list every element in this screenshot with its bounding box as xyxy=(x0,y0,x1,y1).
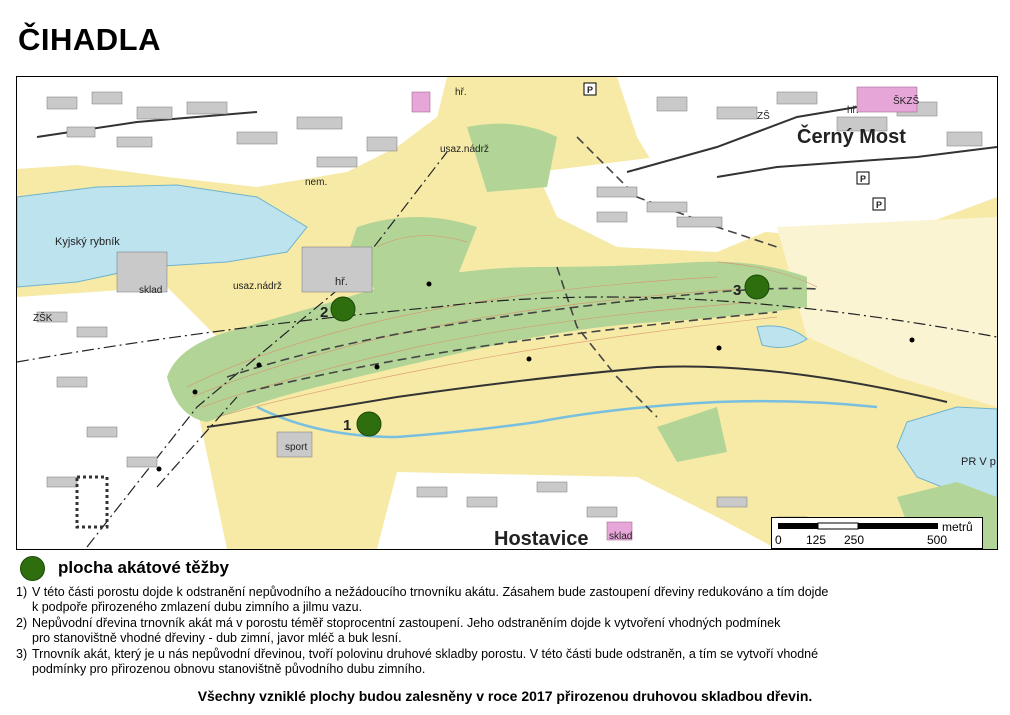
label-skzs: ŠKZŠ xyxy=(893,96,920,107)
label-hr-3: hř. xyxy=(847,105,859,116)
note-item xyxy=(16,616,976,645)
label-zs: ZŠ xyxy=(757,111,770,122)
label-nem: nem. xyxy=(305,177,328,188)
label-usaz-nadrz-1: usaz.nádrž xyxy=(440,144,489,155)
label-usaz-nadrz-2: usaz.nádrž xyxy=(233,281,282,292)
label-hr-2: hř. xyxy=(335,276,348,288)
note-text: Nepůvodní dřevina trnovník akát má v porostu téměř stoprocentní zastoupení. Jeho odstraněním dojde k vytvoření vhodných podmínek pro stanovištně vhodné dřeviny - dub zimní, javor mléč a buk lesní. xyxy=(32,616,781,645)
scale-unit: metrů xyxy=(942,520,973,534)
svg-text:P: P xyxy=(876,200,883,210)
label-pr-v-p: PR V p xyxy=(961,456,996,468)
scale-bar xyxy=(771,517,983,549)
scale-tick-0: 0 xyxy=(775,533,782,547)
note-item xyxy=(16,647,976,676)
note-number: 3) xyxy=(16,647,28,661)
label-hostavice: Hostavice xyxy=(494,528,589,549)
legend-label: plocha akátové těžby xyxy=(58,558,230,577)
svg-text:P: P xyxy=(860,174,867,184)
scale-tick-250: 250 xyxy=(844,533,865,547)
label-sklad-2: sklad xyxy=(609,531,633,542)
label-kyjsky-rybnik: Kyjský rybník xyxy=(55,236,120,248)
site-number-2: 2 xyxy=(320,304,329,321)
parking-icon xyxy=(584,83,596,95)
note-text: Trnovník akát, který je u nás nepůvodní dřevinou, tvoří polovinu druhové skladby porostu. V této části bude odstraněn, a tím se vytvoří vhodné podmínky pro přirozenou obnovu stanovištně původního dubu zimního. xyxy=(32,647,819,676)
map-canvas[interactable] xyxy=(17,77,997,549)
footer-statement: Všechny vzniklé plochy budou zalesněny v roce 2017 přirozenou druhovou skladbou dřevin. xyxy=(197,688,813,704)
parking-icon xyxy=(857,172,869,184)
scale-tick-500: 500 xyxy=(927,533,948,547)
label-cerny-most: Černý Most xyxy=(797,126,906,148)
note-text: V této části porostu dojde k odstranění nepůvodního a nežádoucího trnovníku akátu. Zásahem bude zastoupení dřeviny redukováno a tím dojde k podpoře přirozeného zmlazení dubu zimního a jilmu vazu. xyxy=(32,585,829,614)
legend xyxy=(20,556,229,580)
map-frame[interactable] xyxy=(16,76,998,550)
site-number-3: 3 xyxy=(733,282,742,299)
svg-text:P: P xyxy=(587,85,594,95)
label-zsk: ZŠK xyxy=(33,313,53,324)
notes-list xyxy=(16,585,976,678)
note-item xyxy=(16,585,976,614)
note-number: 1) xyxy=(16,585,28,599)
label-sport: sport xyxy=(285,442,308,453)
site-number-1: 1 xyxy=(343,417,352,434)
label-hr-1: hř. xyxy=(455,87,467,98)
scale-tick-125: 125 xyxy=(806,533,827,547)
label-sklad-1: sklad xyxy=(139,285,163,296)
note-number: 2) xyxy=(16,616,28,630)
parking-icon xyxy=(873,198,885,210)
page-title: ČIHADLA xyxy=(18,22,161,57)
legend-marker-icon xyxy=(20,556,45,581)
